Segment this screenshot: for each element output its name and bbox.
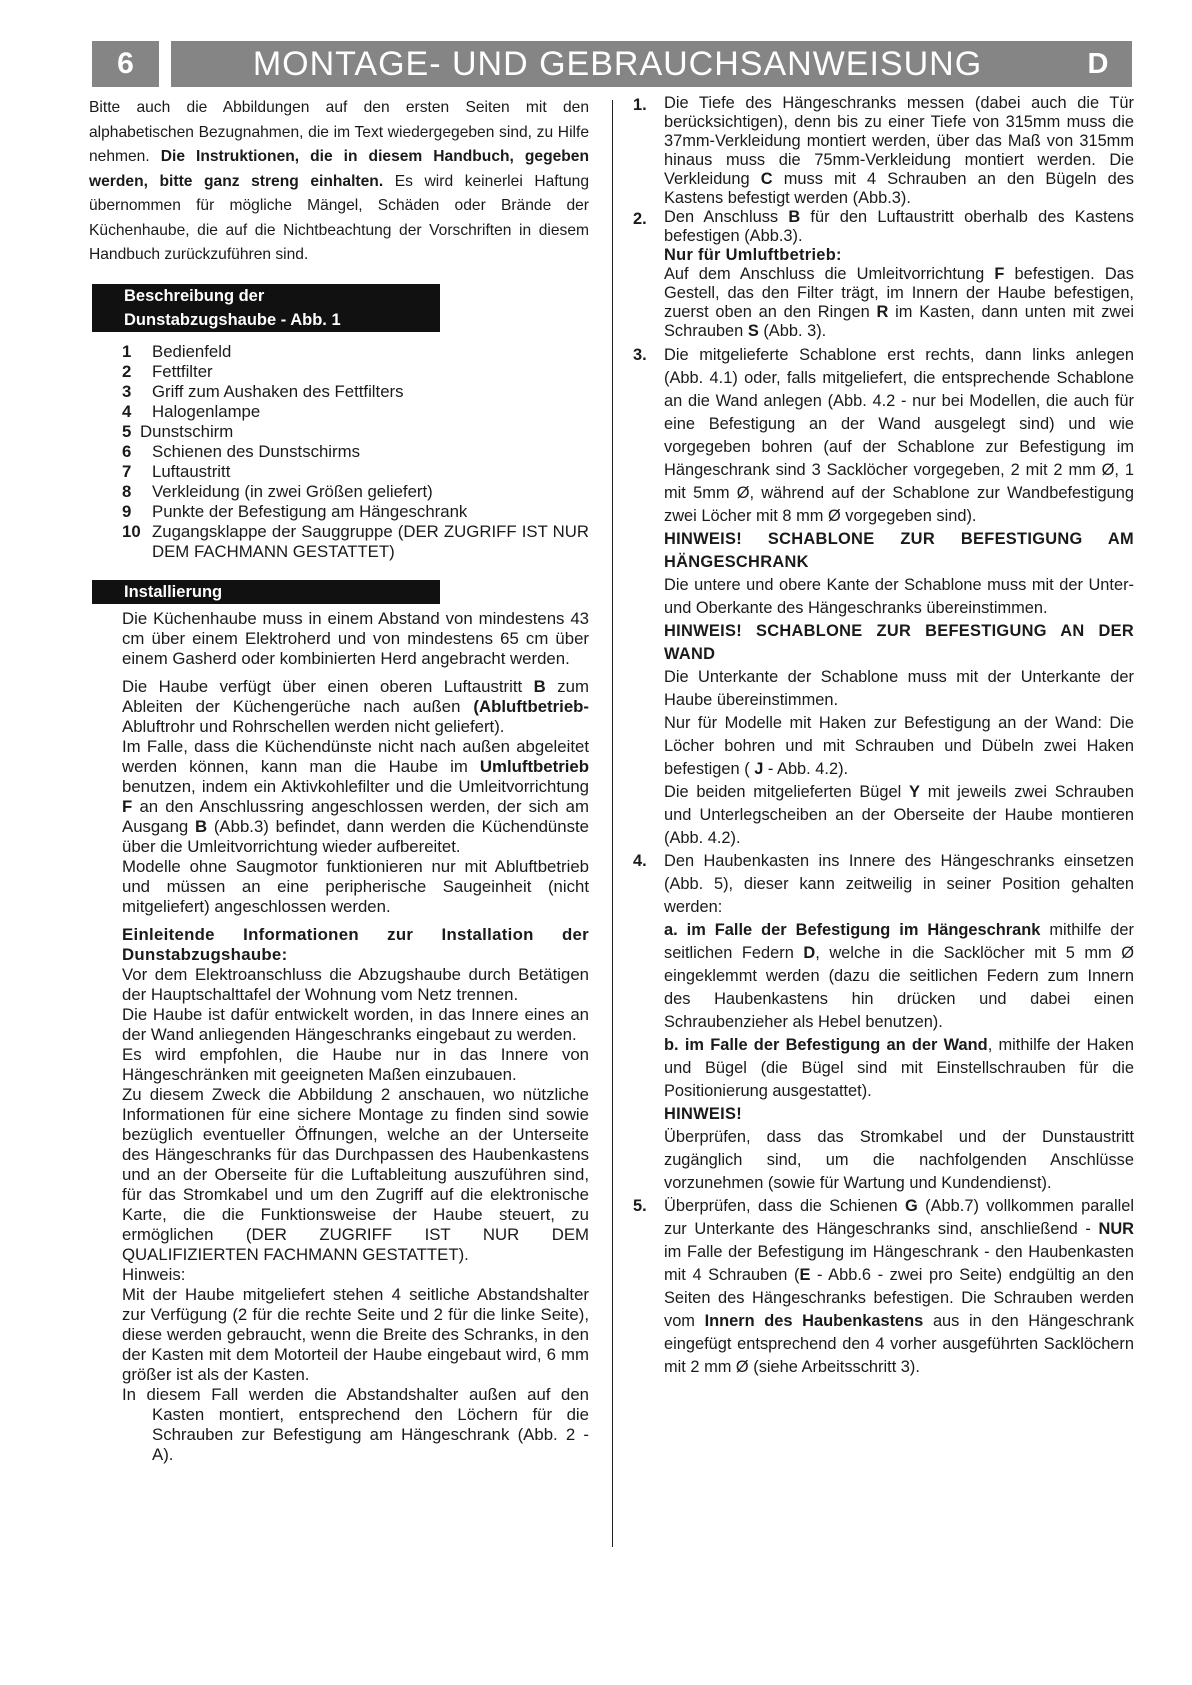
intro-paragraph: Bitte auch die Abbildungen auf den ersten Seiten mit den alphabetischen Bezugnahmen, die im Text wiedergegeben sind, zu Hilfe nehmen. Die Instruktionen, die in diesem Handbuch, gegeben werden, bitte ganz streng einhalten. Es wird keinerlei Haftung übernommen für mögliche Mängel, Schäden oder Brände der Küchenhaube, die auf die Nichtbeachtung der Vorschriften in diesem Handbuch zurückzuführen sind. xyxy=(89,99,589,263)
step-4: 4. Den Haubenkasten ins Innere des Hängeschranks einsetzen (Abb. 5), dieser kann zeitweilig in seiner Position gehalten werden: a. im Falle der Befestigung im Hängeschrank mithilfe der seitlichen Federn D, welche in die Sacklöcher mit 5 mm Ø eingeklemmt werden (dazu die seitlichen Federn zum Innern des Haubenkastens hin drücken und dabei einen Schraubenzieher als Hebel benutzen). b. im Falle der Befestigung an der Wand, mithilfe der Haken und Bügel (die Bügel sind mit Einstellschrauben für die Positionierung ausgestattet). HINWEIS! Überprüfen, dass das Stromkabel und der Dunstaustritt zugänglich sind, um die nachfolgenden Anschlüsse vorzunehmen (sowie für Wartung und Kundendienst). xyxy=(633,852,1134,1192)
intro-info-heading: Einleitende Informationen zur Installation der Dunstabzugshaube: xyxy=(122,924,589,964)
list-item: 9 Punkte der Befestigung am Hängeschrank xyxy=(122,501,468,521)
page-number: 6 xyxy=(92,41,159,87)
installation-text: Die Küchenhaube muss in einem Abstand von mindestens 43 cm über einem Elektroherd und von mindestens 65 cm über einem Gasherd oder kombinierten Herd angebracht werden. Die Haube verfügt über einen oberen Luftaustritt B zum Ableiten der Küchengerüche nach außen (Abluftbetrieb- Abluftrohr und Rohrschellen werden nicht geliefert). Im Falle, dass die Küchendünste nicht nach außen abgeleitet werden können, kann man die Haube im Umluftbetrieb benutzen, indem ein Aktivkohlefilter und die Umleitvorrichtung F an den Anschlussring angeschlossen werden, der sich am Ausgang B (Abb.3) befindet, dann werden die Küchendünste über die Umleitvorrichtung wieder aufbereitet. Modelle ohne Saugmotor funktionieren nur mit Abluftbetrieb und müssen an eine peripherische Saugeinheit (nicht mitgeliefert) angeschlossen werden. Einleitende Informationen zur Installation der Dunstabzugshaube: Vor dem Elektroanschluss die Abzugshaube durch Betätigen der Hauptschalttafel der Wohnung vom Netz trennen. Die Haube ist dafür entwickelt worden, in das Innere eines an der Wand anliegenden Hängeschranks eingebaut zu werden. Es wird empfohlen, die Haube nur in das Innere von Hängeschränken mit geeigneten Maßen einzubauen. Zu diesem Zweck die Abbildung 2 anschauen, wo nützliche Informationen für eine sichere Montage zu finden sind sowie bezüglich eventueller Öffnungen, welche an der Unterseite des Hängeschranks für das Durchpassen des Haubenkastens und an der Oberseite für die Luftableitung auszuführen sind, für das Stromkabel und um den Zugriff auf die elektronische Karte, die die Funktionsweise der Haube steuert, zu ermöglichen (DER ZUGRIFF IST NUR DEM QUALIFIZIERTEN FACHMANN GESTATTET). Hinweis: Mit der Haube mitgeliefert stehen 4 seitliche Abstandshalter zur Verfügung (2 für die rechte Seite und 2 für die linke Seite), diese werden gebraucht, wenn die Breite des Schranks, in den der Kasten mit dem Motorteil der Haube eingebaut wird, 6 mm größer ist als der Kasten. In diesem Fall werden die Abstandshalter außen auf den Kasten montiert, entsprechend den Löchern für die Schrauben zur Befestigung am Hängeschrank (Abb. 2 - A). xyxy=(122,608,589,1464)
list-item: 5 Dunstschirm xyxy=(122,421,234,441)
list-item: 4 Halogenlampe xyxy=(122,401,261,421)
list-item: 3 Griff zum Aushaken des Fettfilters xyxy=(122,381,404,401)
page-title: MONTAGE- UND GEBRAUCHSANWEISUNG xyxy=(171,41,1064,87)
language-badge: D xyxy=(1064,41,1132,87)
column-divider xyxy=(612,100,613,1547)
step-1: 1. Die Tiefe des Hängeschranks messen (dabei auch die Tür berücksichtigen), denn bis zu einer Tiefe von 315mm muss die 37mm-Verkleidung montiert werden, über das Maß von 315mm hinaus muss die 75mm-Verkleidung montiert werden. Die Verkleidung C muss mit 4 Schrauben an den Bügeln des Kastens befestigt werden (Abb.3). xyxy=(633,94,1135,207)
list-item: 2 Fettfilter xyxy=(122,361,213,381)
description-heading: Beschreibung der Dunstabzugshaube - Abb. 1 xyxy=(92,284,440,332)
step-2: 2. Den Anschluss B für den Luftaustritt oberhalb des Kastens befestigen (Abb.3). Nur für Umluftbetrieb: Auf dem Anschluss die Umleitvorrichtung F befestigen. Das Gestell, das den Filter trägt, im Innern der Haube befestigen, zuerst oben an den Ringen R im Kasten, dann unten mit zwei Schrauben S (Abb. 3). xyxy=(633,208,1134,340)
right-column xyxy=(633,94,1135,1379)
parts-list xyxy=(122,342,589,562)
step-3: 3. Die mitgelieferte Schablone erst rechts, dann links anlegen (Abb. 4.1) oder, falls mitgeliefert, die entsprechende Schablone an die Wand anlegen (Abb. 4.2 - nur bei Modellen, die auch für eine Befestigung an der Wand ausgelegt sind) und wie vorgegeben bohren (auf der Schablone zur Befestigung im Hängeschrank sind 3 Sacklöcher vorgegeben, 2 mit 2 mm Ø, 1 mit 5mm Ø, während auf der Schablone zur Wandbefestigung zwei Löcher mit 8 mm Ø vorgegeben sind). HINWEIS! SCHABLONE ZUR BEFESTIGUNG AM HÄNGESCHRANK Die untere und obere Kante der Schablone muss mit der Unter- und Oberkante des Hängeschranks übereinstimmen. HINWEIS! SCHABLONE ZUR BEFESTIGUNG AN DER WAND Die Unterkante der Schablone muss mit der Unterkante der Haube übereinstimmen. Nur für Modelle mit Haken zur Befestigung an der Wand: Die Löcher bohren und mit Schrauben und Dübeln zwei Haken befestigen ( J - Abb. 4.2). Die beiden mitgelieferten Bügel Y mit jeweils zwei Schrauben und Unterlegscheiben an der Oberseite der Haube montieren (Abb. 4.2). xyxy=(633,346,1134,847)
list-item: 8 Verkleidung (in zwei Größen geliefert) xyxy=(122,481,433,501)
list-item: 10 Zugangsklappe der Sauggruppe (DER ZUGRIFF IST NUR DEM FACHMANN GESTATTET) xyxy=(122,521,589,561)
list-item: 6 Schienen des Dunstschirms xyxy=(122,441,360,461)
step-5: 5. Überprüfen, dass die Schienen G (Abb.7) vollkommen parallel zur Unterkante des Hängeschranks sind, anschließend - NUR im Falle der Befestigung im Hängeschrank - den Haubenkasten mit 4 Schrauben (E - Abb.6 - zwei pro Seite) endgültig an den Seiten des Hängeschranks befestigen. Die Schrauben werden vom Innern des Haubenkastens aus in den Hängeschrank eingefügt entsprechend den 4 vorher ausgeführten Sacklöchern mit 2 mm Ø (siehe Arbeitsschritt 3). xyxy=(633,1197,1135,1376)
installation-heading: Installierung xyxy=(92,580,440,604)
list-item: 1 Bedienfeld xyxy=(122,341,232,361)
list-item: 7 Luftaustritt xyxy=(122,461,231,481)
left-column xyxy=(89,96,589,1465)
installation-steps xyxy=(633,94,1135,1379)
